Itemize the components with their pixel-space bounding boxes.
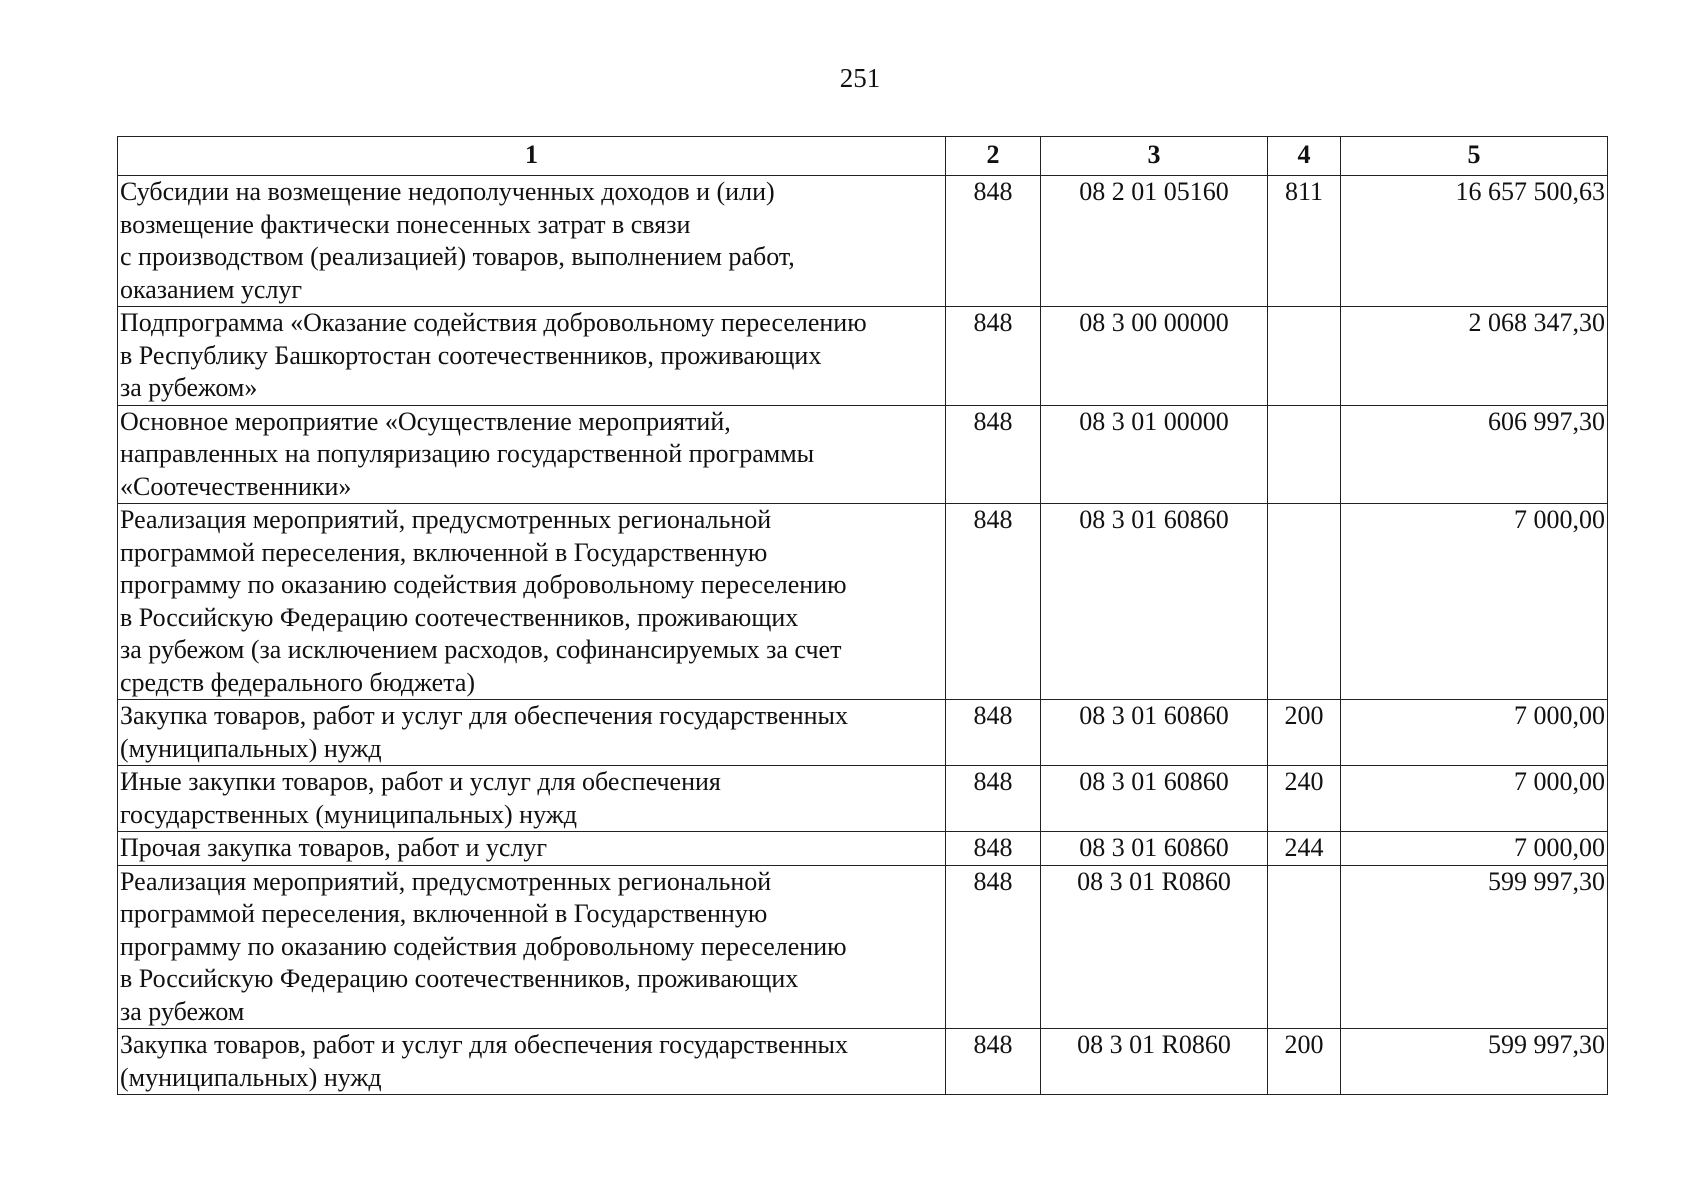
- row-name-line: Закупка товаров, работ и услуг для обеспечения государственных: [120, 701, 849, 730]
- row-name-line: средств федерального бюджета): [120, 667, 476, 697]
- row-csr-cell: 08 3 01 60860: [1041, 504, 1268, 700]
- row-sum-cell: 7 000,00: [1341, 504, 1608, 700]
- table-row: [118, 307, 1608, 406]
- row-name-line: Иные закупки товаров, работ и услуг для обеспечения: [120, 767, 721, 796]
- row-ved-cell: 848: [946, 1029, 1041, 1095]
- row-sum-cell: 7 000,00: [1341, 766, 1608, 832]
- row-vr-cell: 200: [1268, 700, 1341, 766]
- row-ved-cell: 848: [946, 766, 1041, 832]
- header-col-1: 1: [118, 137, 946, 176]
- row-name-line: Закупка товаров, работ и услуг для обеспечения государственных: [120, 1030, 849, 1059]
- row-name-line: государственных (муниципальных) нужд: [120, 799, 577, 829]
- row-vr-cell: 240: [1268, 766, 1341, 832]
- row-vr-cell: [1268, 405, 1341, 504]
- row-vr-cell: 811: [1268, 176, 1341, 307]
- row-sum-cell: 599 997,30: [1341, 1029, 1608, 1095]
- row-csr-cell: 08 3 00 00000: [1041, 307, 1268, 406]
- row-vr-cell: [1268, 865, 1341, 1029]
- row-ved-cell: 848: [946, 865, 1041, 1029]
- table-body: [118, 176, 1608, 1095]
- row-name-cell: [118, 176, 946, 307]
- row-csr-cell: 08 2 01 05160: [1041, 176, 1268, 307]
- row-name-line: за рубежом (за исключением расходов, софинансируемых за счет: [120, 635, 842, 664]
- table-row: [118, 766, 1608, 832]
- row-name-line: за рубежом»: [120, 373, 258, 402]
- row-csr-cell: 08 3 01 R0860: [1041, 1029, 1268, 1095]
- table-row: [118, 405, 1608, 504]
- table-row: [118, 176, 1608, 307]
- row-ved-cell: 848: [946, 405, 1041, 504]
- row-name-line: программой переселения, включенной в Государственную: [120, 537, 768, 567]
- row-name-line: в Российскую Федерацию соотечественников, проживающих: [120, 602, 799, 632]
- budget-table: [117, 136, 1608, 1095]
- table-row: [118, 865, 1608, 1029]
- table-row: [118, 1029, 1608, 1095]
- table-row: [118, 700, 1608, 766]
- row-csr-cell: 08 3 01 00000: [1041, 405, 1268, 504]
- row-name-cell: [118, 700, 946, 766]
- row-name-line: оказанием услуг: [120, 274, 303, 304]
- table-header: [118, 137, 1608, 176]
- row-name-line: (муниципальных) нужд: [120, 733, 382, 763]
- row-name-cell: [118, 504, 946, 700]
- page-number: 251: [839, 63, 881, 93]
- row-name-line: программу по оказанию содействия добровольному переселению: [120, 570, 847, 599]
- row-name-line: с производством (реализацией) товаров, выполнением работ,: [120, 242, 795, 271]
- row-vr-cell: [1268, 504, 1341, 700]
- row-ved-cell: 848: [946, 504, 1041, 700]
- row-name-line: программу по оказанию содействия добровольному переселению: [120, 931, 847, 961]
- row-sum-cell: 606 997,30: [1341, 405, 1608, 504]
- row-csr-cell: 08 3 01 60860: [1041, 700, 1268, 766]
- row-name-line: Прочая закупка товаров, работ и услуг: [120, 833, 548, 862]
- row-sum-cell: 2 068 347,30: [1341, 307, 1608, 406]
- row-csr-cell: 08 3 01 R0860: [1041, 865, 1268, 1029]
- row-ved-cell: 848: [946, 176, 1041, 307]
- row-name-cell: [118, 1029, 946, 1095]
- row-name-line: Реализация мероприятий, предусмотренных региональной: [120, 505, 772, 534]
- row-name-cell: [118, 865, 946, 1029]
- row-sum-cell: 7 000,00: [1341, 832, 1608, 866]
- table-row: [118, 832, 1608, 866]
- row-name-line: Реализация мероприятий, предусмотренных региональной: [120, 866, 772, 896]
- row-sum-cell: 16 657 500,63: [1341, 176, 1608, 307]
- header-col-4: 4: [1268, 137, 1341, 176]
- row-name-line: (муниципальных) нужд: [120, 1062, 382, 1092]
- row-ved-cell: 848: [946, 700, 1041, 766]
- row-name-line: «Соотечественники»: [120, 471, 352, 501]
- row-name-cell: [118, 832, 946, 866]
- row-name-line: программой переселения, включенной в Государственную: [120, 899, 768, 928]
- row-name-line: в Российскую Федерацию соотечественников, проживающих: [120, 964, 799, 993]
- row-csr-cell: 08 3 01 60860: [1041, 832, 1268, 866]
- row-name-line: Подпрограмма «Оказание содействия добровольному переселению: [120, 308, 867, 337]
- header-col-5: 5: [1341, 137, 1608, 176]
- row-csr-cell: 08 3 01 60860: [1041, 766, 1268, 832]
- row-name-line: Субсидии на возмещение недополученных доходов и (или): [120, 177, 775, 206]
- row-name-line: Основное мероприятие «Осуществление мероприятий,: [120, 406, 731, 436]
- row-name-line: за рубежом: [120, 996, 245, 1026]
- row-name-line: возмещение фактически понесенных затрат в связи: [120, 209, 691, 239]
- row-ved-cell: 848: [946, 307, 1041, 406]
- header-col-2: 2: [946, 137, 1041, 176]
- header-row: [118, 137, 1608, 176]
- row-vr-cell: [1268, 307, 1341, 406]
- row-sum-cell: 599 997,30: [1341, 865, 1608, 1029]
- row-name-cell: [118, 307, 946, 406]
- row-vr-cell: 244: [1268, 832, 1341, 866]
- row-vr-cell: 200: [1268, 1029, 1341, 1095]
- row-ved-cell: 848: [946, 832, 1041, 866]
- row-name-cell: [118, 405, 946, 504]
- row-sum-cell: 7 000,00: [1341, 700, 1608, 766]
- table-row: [118, 504, 1608, 700]
- header-col-3: 3: [1041, 137, 1268, 176]
- row-name-cell: [118, 766, 946, 832]
- row-name-line: в Республику Башкортостан соотечественников, проживающих: [120, 340, 822, 370]
- row-name-line: направленных на популяризацию государственной программы: [120, 439, 815, 468]
